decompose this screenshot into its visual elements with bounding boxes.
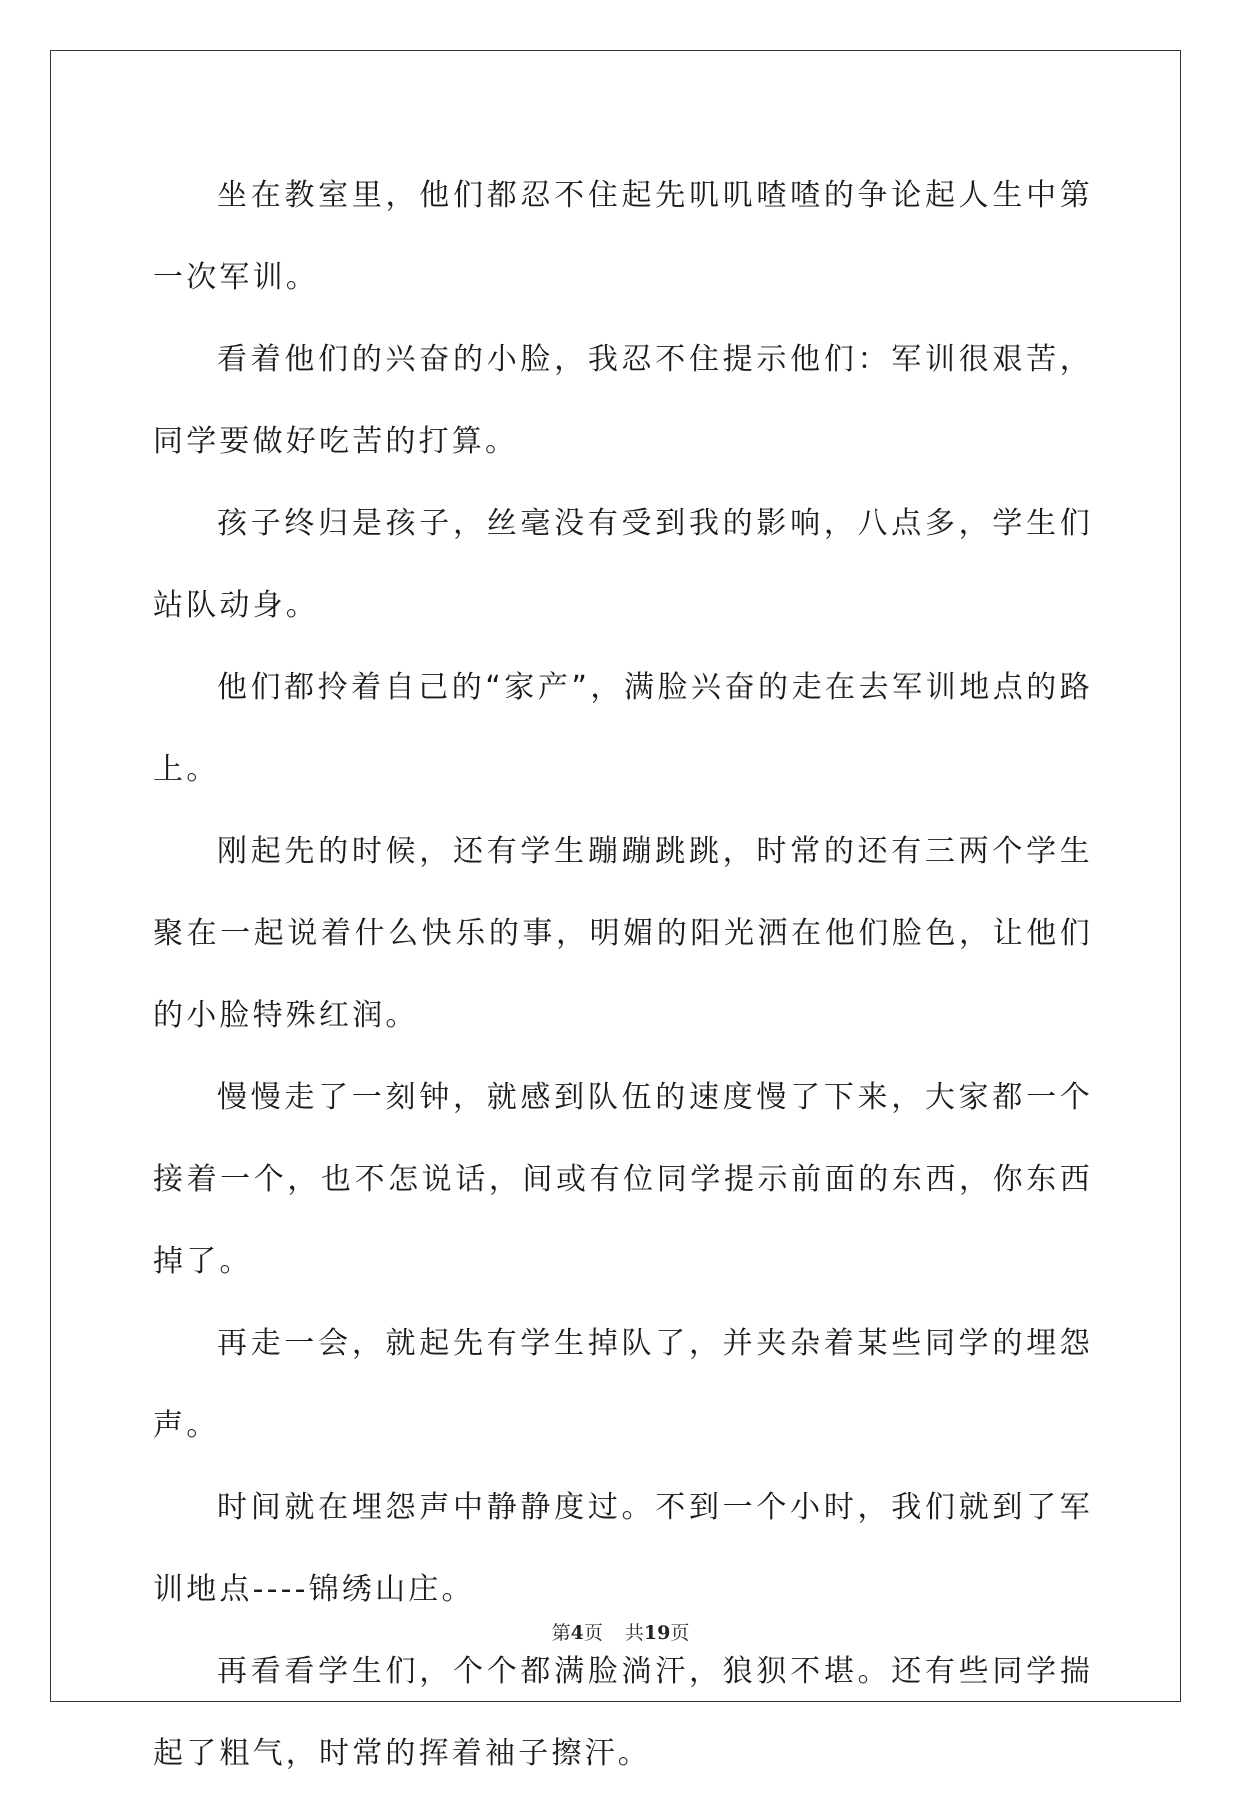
- paragraph: 看着他们的兴奋的小脸，我忍不住提示他们：军训很艰苦，同学要做好吃苦的打算。: [153, 342, 1093, 459]
- total-prefix: 共: [624, 1622, 644, 1644]
- paragraph: 慢慢走了一刻钟，就感到队伍的速度慢了下来，大家都一个接着一个，也不怎说话，间或有位同学提示前面的东西，你东西掉了。: [153, 1080, 1093, 1279]
- total-suffix: 页: [670, 1622, 690, 1644]
- paragraph: 刚起先的时候，还有学生蹦蹦跳跳，时常的还有三两个学生聚在一起说着什么快乐的事，明媚的阳光洒在他们脸色，让他们的小脸特殊红润。: [153, 834, 1093, 1033]
- paragraph: 再看看学生们，个个都满脸淌汗，狼狈不堪。还有些同学揣起了粗气，时常的挥着袖子擦汗。: [153, 1654, 1093, 1771]
- total-pages: 19: [643, 1622, 671, 1644]
- paragraph: 孩子终归是孩子，丝毫没有受到我的影响，八点多，学生们站队动身。: [153, 506, 1093, 623]
- paragraph: 坐在教室里，他们都忍不住起先叽叽喳喳的争论起人生中第一次军训。: [153, 178, 1093, 295]
- document-body: [153, 155, 1093, 1795]
- page-prefix: 第: [551, 1622, 571, 1644]
- page-number: 4: [570, 1622, 584, 1644]
- page-suffix: 页: [583, 1622, 603, 1644]
- page-footer: [0, 1618, 1241, 1645]
- paragraph: 时间就在埋怨声中静静度过。不到一个小时，我们就到了军训地点----锦绣山庄。: [153, 1490, 1093, 1607]
- paragraph: 再走一会，就起先有学生掉队了，并夹杂着某些同学的埋怨声。: [153, 1326, 1093, 1443]
- paragraph: 他们都拎着自己的“家产”，满脸兴奋的走在去军训地点的路上。: [153, 670, 1093, 787]
